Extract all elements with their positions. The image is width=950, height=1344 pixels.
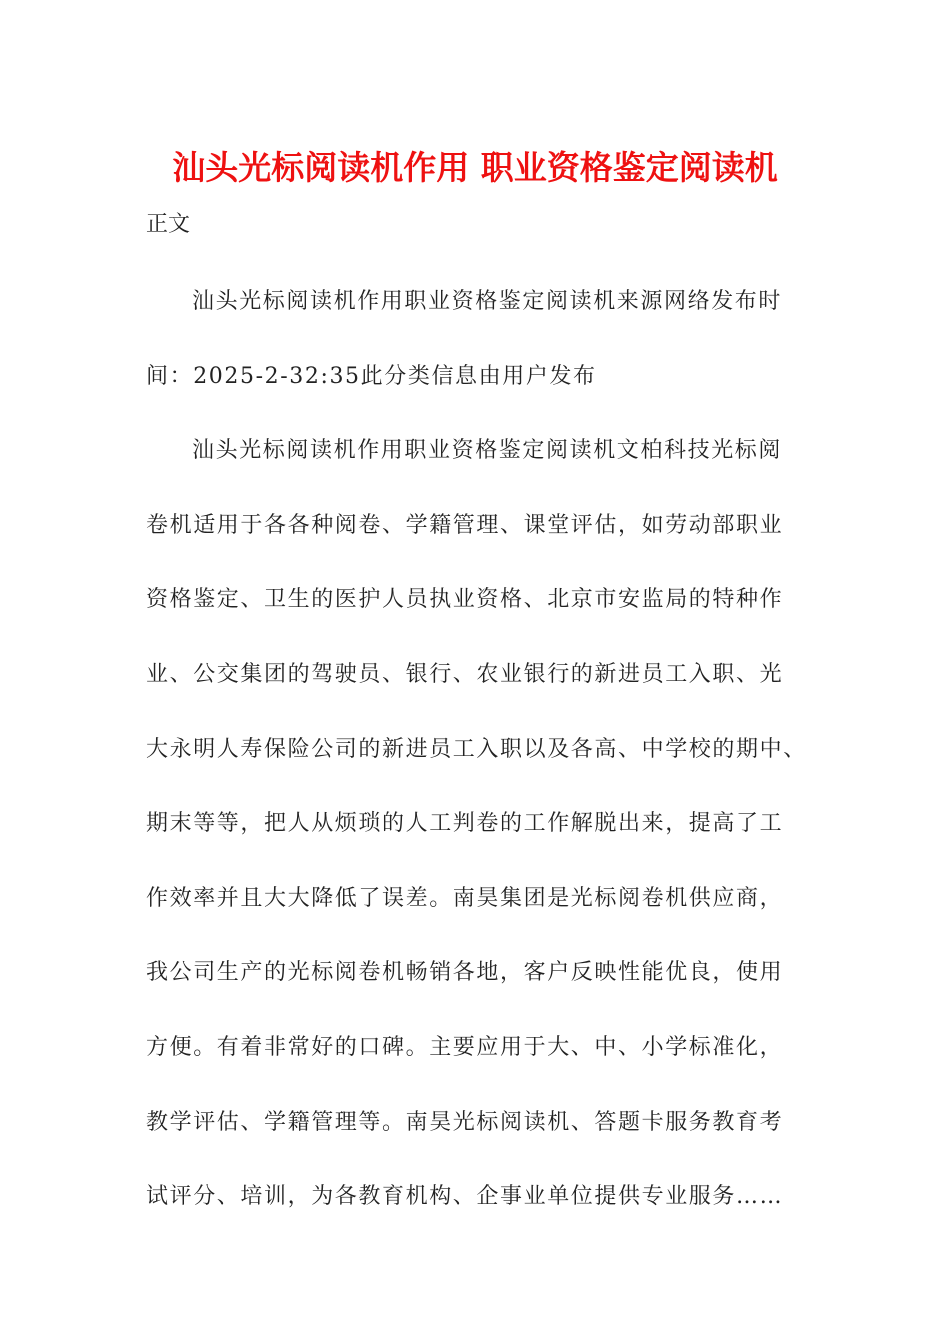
paragraph-line: 教学评估、学籍管理等。南昊光标阅读机、答题卡服务教育考 — [146, 1109, 784, 1135]
article-body — [146, 280, 806, 1250]
paragraph-line: 卷机适用于各各种阅卷、学籍管理、课堂评估，如劳动部职业 — [146, 512, 784, 538]
paragraph-line: 我公司生产的光标阅卷机畅销各地，客户反映性能优良，使用 — [146, 960, 784, 986]
paragraph-line: 期末等等，把人从烦琐的人工判卷的工作解脱出来，提高了工 — [146, 811, 784, 837]
section-label: 正文 — [146, 212, 191, 237]
paragraph-line: 资格鉴定、卫生的医护人员执业资格、北京市安监局的特种作 — [146, 587, 784, 613]
paragraph-line: 大永明人寿保险公司的新进员工入职以及各高、中学校的期中、 — [146, 736, 807, 762]
paragraph-line: 试评分、培训，为各教育机构、企事业单位提供专业服务…… — [146, 1184, 784, 1210]
paragraph-line: 汕头光标阅读机作用职业资格鉴定阅读机文柏科技光标阅 — [192, 438, 783, 464]
paragraph-line: 方便。有着非常好的口碑。主要应用于大、中、小学标准化， — [146, 1034, 784, 1060]
paragraph-line: 业、公交集团的驾驶员、银行、农业银行的新进员工入职、光 — [146, 661, 784, 687]
paragraph-line: 作效率并且大大降低了误差。南昊集团是光标阅卷机供应商， — [146, 885, 784, 911]
page-title: 汕头光标阅读机作用 职业资格鉴定阅读机 — [172, 148, 778, 187]
paragraph-line: 间：2025-2-32:35此分类信息由用户发布 — [146, 363, 597, 389]
paragraph-line: 汕头光标阅读机作用职业资格鉴定阅读机来源网络发布时 — [192, 289, 783, 314]
